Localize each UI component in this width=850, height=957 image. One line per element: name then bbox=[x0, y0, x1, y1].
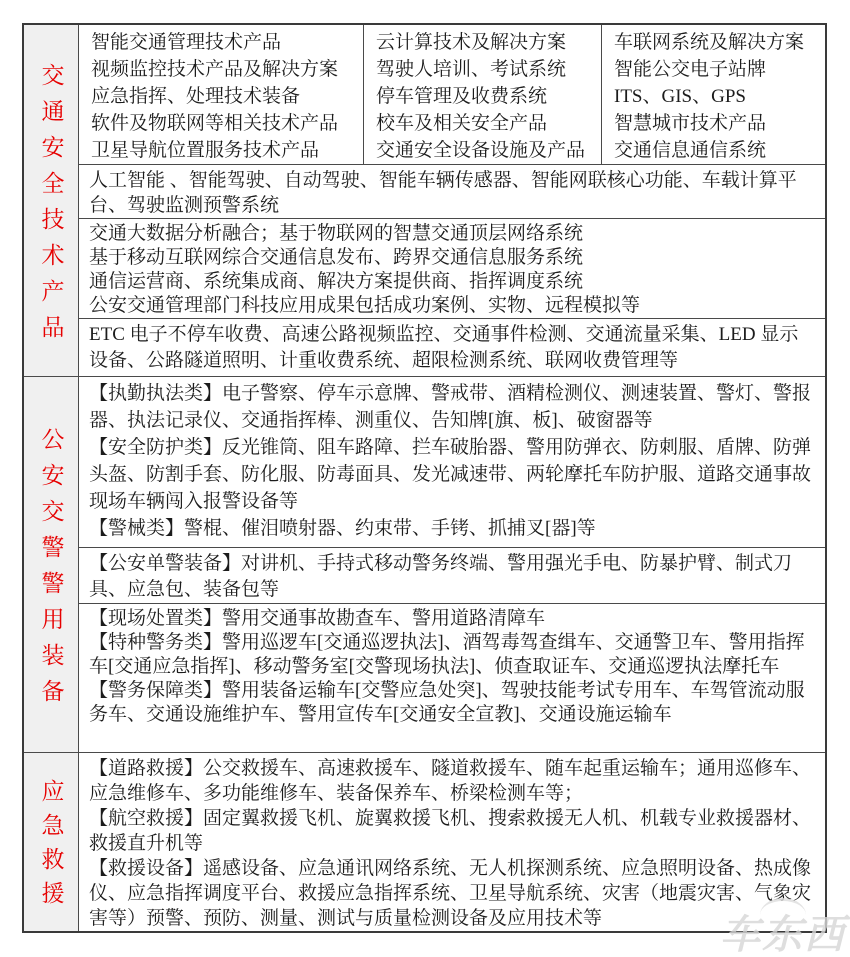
section-emergency-rescue bbox=[24, 752, 825, 931]
paragraph: 【安全防护类】反光锥筒、阻车路障、拦车破胎器、警用防弹衣、防刺服、盾牌、防弹头盔、防割手套、防化服、防毒面具、发光减速带、两轮摩托车防护服、道路交通事故现场车辆闯入报警设备等 bbox=[89, 437, 812, 512]
section-label: 公安交警警用装备 bbox=[38, 426, 64, 715]
text-line: ITS、GIS、GPS bbox=[614, 86, 746, 107]
text-line: 车联网系统及解决方案 bbox=[614, 32, 805, 53]
row-product-columns bbox=[79, 25, 825, 165]
paragraph: 【道路救援】公交救援车、高速救援车、隧道救援车、随车起重运输车；通用巡修车、应急维修车、多功能维修车、装备保养车、桥梁检测车等； bbox=[89, 758, 812, 804]
text-line: 云计算技术及解决方案 bbox=[376, 32, 567, 53]
text-line: 基于移动互联网综合交通信息发布、跨界交通信息服务系统 bbox=[89, 247, 584, 268]
product-column-1 bbox=[79, 25, 363, 164]
text-line: 软件及物联网等相关技术产品 bbox=[91, 113, 339, 134]
paragraph: 【公安单警装备】对讲机、手持式移动警务终端、警用强光手电、防暴护臂、制式刀具、应急包、装备包等 bbox=[89, 553, 793, 600]
text-line: 校车及相关安全产品 bbox=[376, 113, 548, 134]
row-intelligent-driving bbox=[79, 165, 825, 219]
section-label: 交通安全技术产品 bbox=[38, 62, 64, 351]
row-etc-highway bbox=[79, 319, 825, 376]
text-line: 卫星导航位置服务技术产品 bbox=[91, 140, 320, 161]
text-line: 应急指挥、处理技术装备 bbox=[91, 86, 301, 107]
watermark-text: 车东西 bbox=[720, 913, 846, 957]
paragraph: 人工智能 、智能驾驶、自动驾驶、智能车辆传感器、智能网联核心功能、车载计算平台、驾驶监测预警系统 bbox=[89, 170, 797, 216]
section-content bbox=[79, 25, 825, 376]
text-line: 视频监控技术产品及解决方案 bbox=[91, 59, 339, 80]
paragraph: 【救援设备】遥感设备、应急通讯网络系统、无人机探测系统、应急照明设备、热成像仪、应急指挥调度平台、救援应急指挥系统、卫星导航系统、灾害（地震灾害、气象灾害等）预警、预防、测量、测试与质量检测设备及应用技术等 bbox=[89, 858, 812, 929]
section-label-cell bbox=[24, 25, 79, 376]
text-line: 智能公交电子站牌 bbox=[614, 59, 767, 80]
section-traffic-safety-tech-products bbox=[24, 25, 825, 376]
text-line: 交通大数据分析融合；基于物联网的智慧交通顶层网络系统 bbox=[89, 223, 584, 244]
text-line: 停车管理及收费系统 bbox=[376, 86, 548, 107]
paragraph: 【警械类】警棍、催泪喷射器、约束带、手铐、抓捕叉[器]等 bbox=[89, 518, 596, 539]
row-rescue-content bbox=[79, 753, 825, 931]
row-police-vehicles bbox=[79, 604, 825, 752]
paragraph: 【执勤执法类】电子警察、停车示意牌、警戒带、酒精检测仪、测速装置、警灯、警报器、执法记录仪、交通指挥棒、测重仪、告知牌[旗、板]、破窗器等 bbox=[89, 383, 812, 431]
text-line: 驾驶人培训、考试系统 bbox=[376, 59, 567, 80]
row-single-police-equipment bbox=[79, 548, 825, 604]
text-line: 交通信息通信系统 bbox=[614, 140, 767, 161]
paragraph: 【航空救援】固定翼救援飞机、旋翼救援飞机、搜索救援无人机、机载专业救援器材、救援直升机等 bbox=[89, 808, 812, 854]
paragraph: 【警务保障类】警用装备运输车[交警应急处突]、驾驶技能考试专用车、车驾管流动服务车、交通设施维护车、警用宣传车[交通安全宣教]、交通设施运输车 bbox=[89, 680, 805, 725]
section-label: 应急救援 bbox=[38, 779, 64, 915]
row-big-data-systems bbox=[79, 219, 825, 319]
section-content bbox=[79, 753, 825, 931]
text-line: 通信运营商、系统集成商、解决方案提供商、指挥调度系统 bbox=[89, 271, 584, 292]
text-line: 智慧城市技术产品 bbox=[614, 113, 767, 134]
row-duty-protection-weapons bbox=[79, 377, 825, 548]
section-label-cell bbox=[24, 377, 79, 752]
text-line: 公安交通管理部门科技应用成果包括成功案例、实物、远程模拟等 bbox=[89, 295, 641, 316]
text-line: 交通安全设备设施及产品 bbox=[376, 140, 586, 161]
section-label-cell bbox=[24, 753, 79, 931]
product-column-2 bbox=[363, 25, 601, 164]
paragraph: ETC 电子不停车收费、高速公路视频监控、交通事件检测、交通流量采集、LED 显示设备、公路隧道照明、计重收费系统、超限检测系统、联网收费管理等 bbox=[89, 324, 799, 371]
section-police-equipment bbox=[24, 376, 825, 752]
category-table bbox=[22, 23, 827, 933]
product-column-3 bbox=[601, 25, 825, 164]
text-line: 智能交通管理技术产品 bbox=[91, 32, 282, 53]
paragraph: 【现场处置类】警用交通事故勘查车、警用道路清障车 bbox=[89, 608, 546, 629]
paragraph: 【特种警务类】警用巡逻车[交通巡逻执法]、酒驾毒驾查缉车、交通警卫车、警用指挥车[交通应急指挥]、移动警务室[交警现场执法]、侦查取证车、交通巡逻执法摩托车 bbox=[89, 632, 805, 677]
section-content bbox=[79, 377, 825, 752]
